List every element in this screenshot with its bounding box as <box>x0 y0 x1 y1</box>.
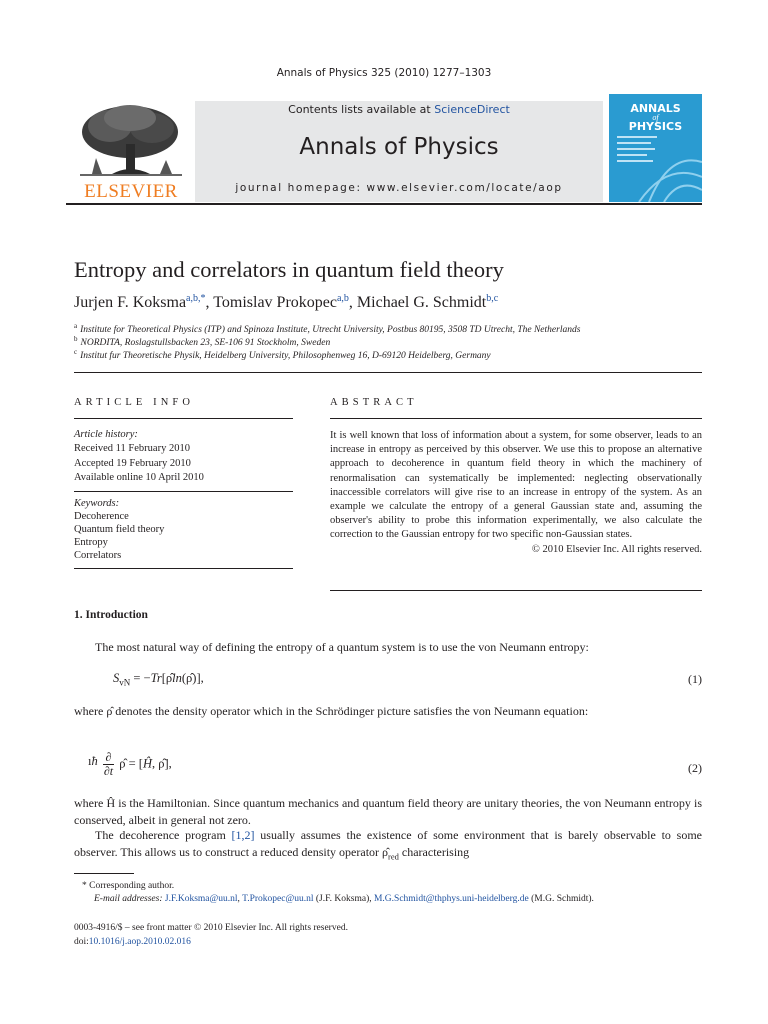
email-link[interactable]: J.F.Koksma@uu.nl <box>164 894 238 904</box>
contents-available-line <box>195 103 603 116</box>
article-info-divider <box>74 491 293 492</box>
affiliation-text: NORDITA, Roslagstullsbacken 23, SE-106 91 Stockholm, Sweden <box>80 338 331 348</box>
author-separator: , <box>205 294 214 311</box>
affiliation-text: Institute for Theoretical Physics (ITP) and Spinoza Institute, Utrecht University, Postbus 80195, 3508 TD Utrecht, The Netherlands <box>80 325 581 335</box>
section-heading-introduction: 1. Introduction <box>74 609 148 621</box>
email-addresses: E-mail addresses: J.F.Koksma@uu.nl, T.Prokopec@uu.nl (J.F. Koksma), M.G.Schmidt@thphys.uni-heidelberg.de (M.G. Schmidt). <box>94 894 594 904</box>
keyword: Decoherence <box>74 511 129 522</box>
affiliation-mark: c <box>74 348 78 356</box>
header-rule <box>66 203 702 205</box>
corresponding-author-note: * Corresponding author. <box>82 881 175 891</box>
contents-prefix: Contents lists available at <box>288 103 435 116</box>
affiliation-rule <box>74 372 702 373</box>
email-label: E-mail addresses: <box>94 894 163 904</box>
author-affiliation-marks[interactable]: a,b <box>336 293 349 304</box>
equation-2: ıħ ∂ ∂t ρ̂ = [Ĥ, ρ̂], <box>88 750 172 778</box>
history-received: Received 11 February 2010 <box>74 443 190 455</box>
article-title: Entropy and correlators in quantum field theory <box>74 257 504 282</box>
keywords-label: Keywords: <box>74 498 120 509</box>
cover-artwork-icon <box>609 132 702 202</box>
subscript: red <box>388 850 399 861</box>
doi-line <box>74 935 348 949</box>
elsevier-wordmark: ELSEVIER <box>84 181 178 202</box>
sciencedirect-link[interactable]: ScienceDirect <box>434 103 510 116</box>
journal-homepage[interactable]: journal homepage: www.elsevier.com/locate/aop <box>235 182 563 194</box>
front-matter <box>74 921 348 949</box>
equation-2-number: (2) <box>688 761 702 775</box>
email-link[interactable]: M.G.Schmidt@thphys.uni-heidelberg.de <box>373 894 529 904</box>
article-info-rule <box>74 418 293 419</box>
affiliation-mark: b <box>74 335 78 343</box>
footnote <box>74 880 594 906</box>
cover-title-line3: PHYSICS <box>628 120 683 133</box>
doi-label: doi: <box>74 937 89 947</box>
paragraph-4-text: usually assumes the existence of some environment that is barely observable to some observer. This allows us to construct a reduced density operator ρ̂ <box>74 828 702 859</box>
issn-line: 0003-4916/$ – see front matter © 2010 Elsevier Inc. All rights reserved. <box>74 923 348 933</box>
abstract-copyright: © 2010 Elsevier Inc. All rights reserved. <box>531 543 702 555</box>
equation-1-number: (1) <box>688 672 702 686</box>
article-info-heading: ARTICLE INFO <box>74 397 195 408</box>
affiliation-c <box>74 348 491 361</box>
keyword: Correlators <box>74 550 122 561</box>
abstract-text: It is well known that loss of information about a system, for some observer, leads to an increase in entropy as perceived by this observer. We use this to propose an alternative approach to decoherence in quantum field theory in which the machinery of renormalisation can systematically be implemented: neglecting observationally inaccessible correlators will give rise to an increase in entropy of the system. As an example we calculate the entropy of a general Gaussian state and, assuming the observer's ability to probe this information experimentally, we also calculate the correction to the Gaussian entropy for two specific non-Gaussian states. <box>330 430 702 541</box>
citation-link[interactable]: [1,2] <box>231 828 255 842</box>
doi-link[interactable]: 10.1016/j.aop.2010.02.016 <box>88 937 191 947</box>
footnote-rule <box>74 873 134 874</box>
journal-title: Annals of Physics <box>299 134 499 160</box>
history-label: Article history: <box>74 429 138 440</box>
paragraph-1: The most natural way of defining the entropy of a quantum system is to use the von Neumann entropy: <box>95 640 589 654</box>
cover-title-line1: ANNALS <box>630 102 681 115</box>
author-list <box>74 293 498 312</box>
journal-citation: Annals of Physics 325 (2010) 1277–1303 <box>276 67 492 79</box>
paragraph-3: where Ĥ is the Hamiltonian. Since quantum mechanics and quantum field theory are unitary theories, the von Neumann entropy is conserved, albeit in general not zero. <box>74 796 702 827</box>
abstract-bottom-rule <box>330 590 702 591</box>
abstract-body <box>330 429 702 557</box>
affiliation-a <box>74 322 580 335</box>
email-owner: (M.G. Schmidt). <box>528 894 594 904</box>
journal-cover-thumbnail[interactable] <box>609 94 702 202</box>
affiliation-text: Institut fur Theoretische Physik, Heidelberg University, Philosophenweg 16, D-69120 Heidelberg, Germany <box>80 351 491 361</box>
author-affiliation-marks[interactable]: b,c <box>486 293 499 304</box>
history-accepted: Accepted 19 February 2010 <box>74 457 191 469</box>
equation-1: $S_{vN}$ = −Tr[ρ̂ln(ρ̂)], <box>113 671 204 688</box>
keyword: Entropy <box>74 537 108 548</box>
author-affiliation-marks[interactable]: a,b,* <box>186 293 206 304</box>
author-name: Michael G. Schmidt <box>356 294 487 311</box>
abstract-heading: ABSTRACT <box>330 397 418 408</box>
abstract-rule <box>330 418 702 419</box>
paragraph-4-text: characterising <box>398 844 470 859</box>
paragraph-2: where ρ̂ denotes the density operator which in the Schrödinger picture satisfies the von Neumann equation: <box>74 704 589 718</box>
email-link[interactable]: T.Prokopec@uu.nl <box>242 894 314 904</box>
keywords-block <box>74 497 164 562</box>
author-name: Tomislav Prokopec <box>213 294 337 311</box>
article-info-bottom-rule <box>74 568 293 569</box>
author-separator: , <box>348 294 357 311</box>
paragraph-4 <box>74 827 702 864</box>
history-online: Available online 10 April 2010 <box>74 471 204 483</box>
elsevier-tree-icon <box>72 100 190 202</box>
article-history <box>74 428 204 485</box>
elsevier-logo[interactable] <box>72 100 190 202</box>
author-name: Jurjen F. Koksma <box>74 294 187 311</box>
keyword: Quantum field theory <box>74 524 165 535</box>
affiliation-b <box>74 335 330 348</box>
paragraph-4-text: The decoherence program <box>95 828 232 842</box>
cover-title-line2: of <box>652 113 659 122</box>
email-owner: (J.F. Koksma), <box>313 894 374 904</box>
affiliation-mark: a <box>74 322 78 330</box>
